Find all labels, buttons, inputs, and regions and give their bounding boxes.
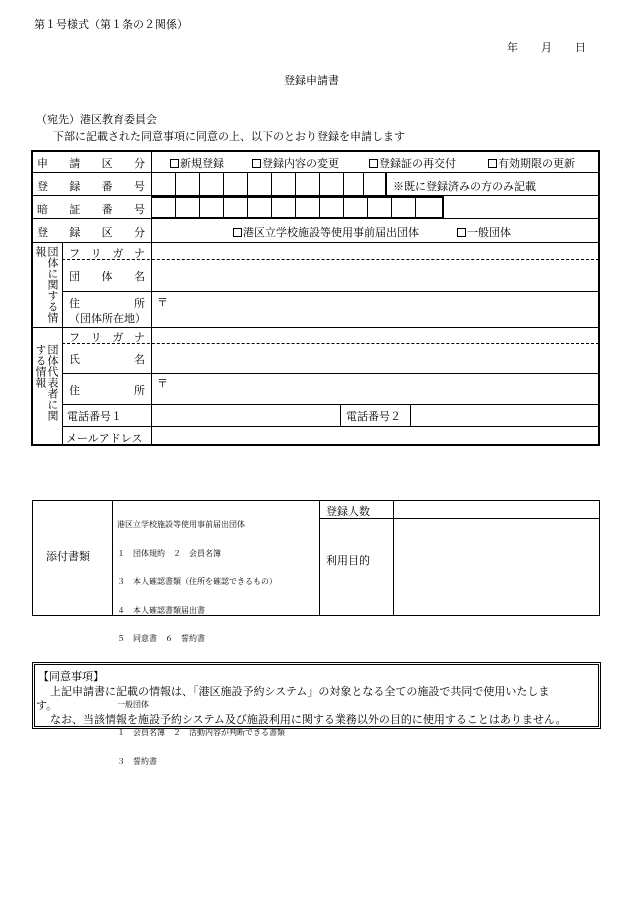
rep-info-section-label: 団体代表者に関する情報 bbox=[34, 344, 59, 421]
group-address-field[interactable] bbox=[165, 292, 599, 327]
attachment-line: １ 会員名簿 ２ 活動内容が判断できる書類 bbox=[117, 728, 285, 737]
option-change-details[interactable]: 登録内容の変更 bbox=[252, 155, 339, 171]
rep-phone2-field[interactable] bbox=[411, 405, 599, 426]
rep-address-field[interactable] bbox=[165, 374, 599, 404]
consent-line2: なお、当該情報を施設予約システム及び施設利用に関する業務以外の目的に使用することはありません。 bbox=[50, 713, 567, 726]
group-furigana-label: フ リ ガ ナ bbox=[69, 247, 145, 260]
group-postal-mark: 〒 bbox=[157, 296, 168, 309]
option-reissue[interactable]: 登録証の再交付 bbox=[369, 155, 456, 171]
purpose-label: 利用目的 bbox=[326, 554, 370, 567]
registration-number-label: 登 録 番 号 bbox=[37, 180, 145, 193]
pin-label: 暗 証 番 号 bbox=[37, 203, 145, 216]
pin-boxes[interactable] bbox=[152, 196, 444, 219]
group-name-label: 団 体 名 bbox=[69, 270, 145, 283]
rep-postal-mark: 〒 bbox=[157, 377, 168, 390]
date-day: 日 bbox=[575, 41, 586, 54]
rep-furigana-label: フ リ ガ ナ bbox=[69, 331, 145, 344]
rep-email-field[interactable] bbox=[152, 427, 599, 445]
purpose-field[interactable] bbox=[394, 519, 599, 615]
group-address-label: 住 所 bbox=[69, 297, 145, 310]
group-furigana-field[interactable] bbox=[152, 243, 599, 259]
checkbox-icon bbox=[233, 228, 242, 237]
rep-email-label: メールアドレス bbox=[66, 432, 143, 445]
date-month: 月 bbox=[541, 41, 552, 54]
rep-phone2-label: 電話番号２ bbox=[346, 410, 401, 423]
addressee: （宛先）港区教育委員会 bbox=[36, 113, 157, 126]
rep-phone1-label: 電話番号１ bbox=[67, 410, 122, 423]
rep-furigana-field[interactable] bbox=[152, 328, 599, 343]
attachment-line: ５ 同意書 ６ 誓約書 bbox=[117, 634, 205, 643]
option-renewal[interactable]: 有効期限の更新 bbox=[488, 155, 575, 171]
consent-line1: 上記申請書に記載の情報は、「港区施設予約システム」の対象となる全ての施設で共同で使用いたしま bbox=[50, 685, 550, 698]
attachment-line: ３ 本人確認書類（住所を確認できるもの） bbox=[117, 577, 277, 586]
option-general-group[interactable]: 一般団体 bbox=[457, 224, 511, 240]
checkbox-icon bbox=[369, 159, 378, 168]
checkbox-icon bbox=[252, 159, 261, 168]
option-new-registration[interactable]: 新規登録 bbox=[170, 155, 224, 171]
attachment-line: ４ 本人確認書類届出書 bbox=[117, 605, 205, 615]
attachments-label: 添付書類 bbox=[46, 550, 90, 563]
rep-address-label: 住 所 bbox=[69, 384, 145, 397]
consent-line1b: す。 bbox=[36, 699, 58, 712]
form-number: 第１号様式（第１条の２関係） bbox=[34, 18, 188, 31]
rep-phone1-field[interactable] bbox=[152, 405, 340, 426]
checkbox-icon bbox=[457, 228, 466, 237]
attachments-list bbox=[117, 501, 285, 776]
member-count-field[interactable] bbox=[394, 501, 599, 518]
page-title: 登録申請書 bbox=[284, 74, 339, 87]
rep-name-field[interactable] bbox=[152, 344, 599, 373]
checkbox-icon bbox=[170, 159, 179, 168]
registration-type-label: 登 録 区 分 bbox=[37, 226, 145, 239]
registration-number-note: ※既に登録済みの方のみ記載 bbox=[393, 180, 536, 193]
date-year: 年 bbox=[507, 41, 518, 54]
registration-number-boxes[interactable] bbox=[152, 173, 387, 195]
option-school-facility-group[interactable]: 港区立学校施設等使用事前届出団体 bbox=[233, 224, 419, 240]
member-count-label: 登録人数 bbox=[326, 505, 370, 518]
application-type-label: 申 請 区 分 bbox=[37, 157, 145, 170]
attachment-line: ３ 誓約書 bbox=[117, 756, 157, 766]
consent-title: 【同意事項】 bbox=[38, 670, 104, 683]
rep-name-label: 氏 名 bbox=[69, 353, 145, 366]
group-info-section-label: 団体に関する情報 bbox=[34, 246, 59, 323]
attachment-line: １ 団体規約 ２ 会員名簿 bbox=[117, 548, 221, 558]
attachment-line: 港区立学校施設等使用事前届出団体 bbox=[117, 520, 245, 529]
group-address-sub: （団体所在地） bbox=[69, 312, 146, 325]
checkbox-icon bbox=[488, 159, 497, 168]
group-name-field[interactable] bbox=[152, 260, 599, 291]
intro-text: 下部に記載された同意事項に同意の上、以下のとおり登録を申請します bbox=[53, 130, 405, 143]
attachment-line: 一般団体 bbox=[117, 699, 149, 709]
